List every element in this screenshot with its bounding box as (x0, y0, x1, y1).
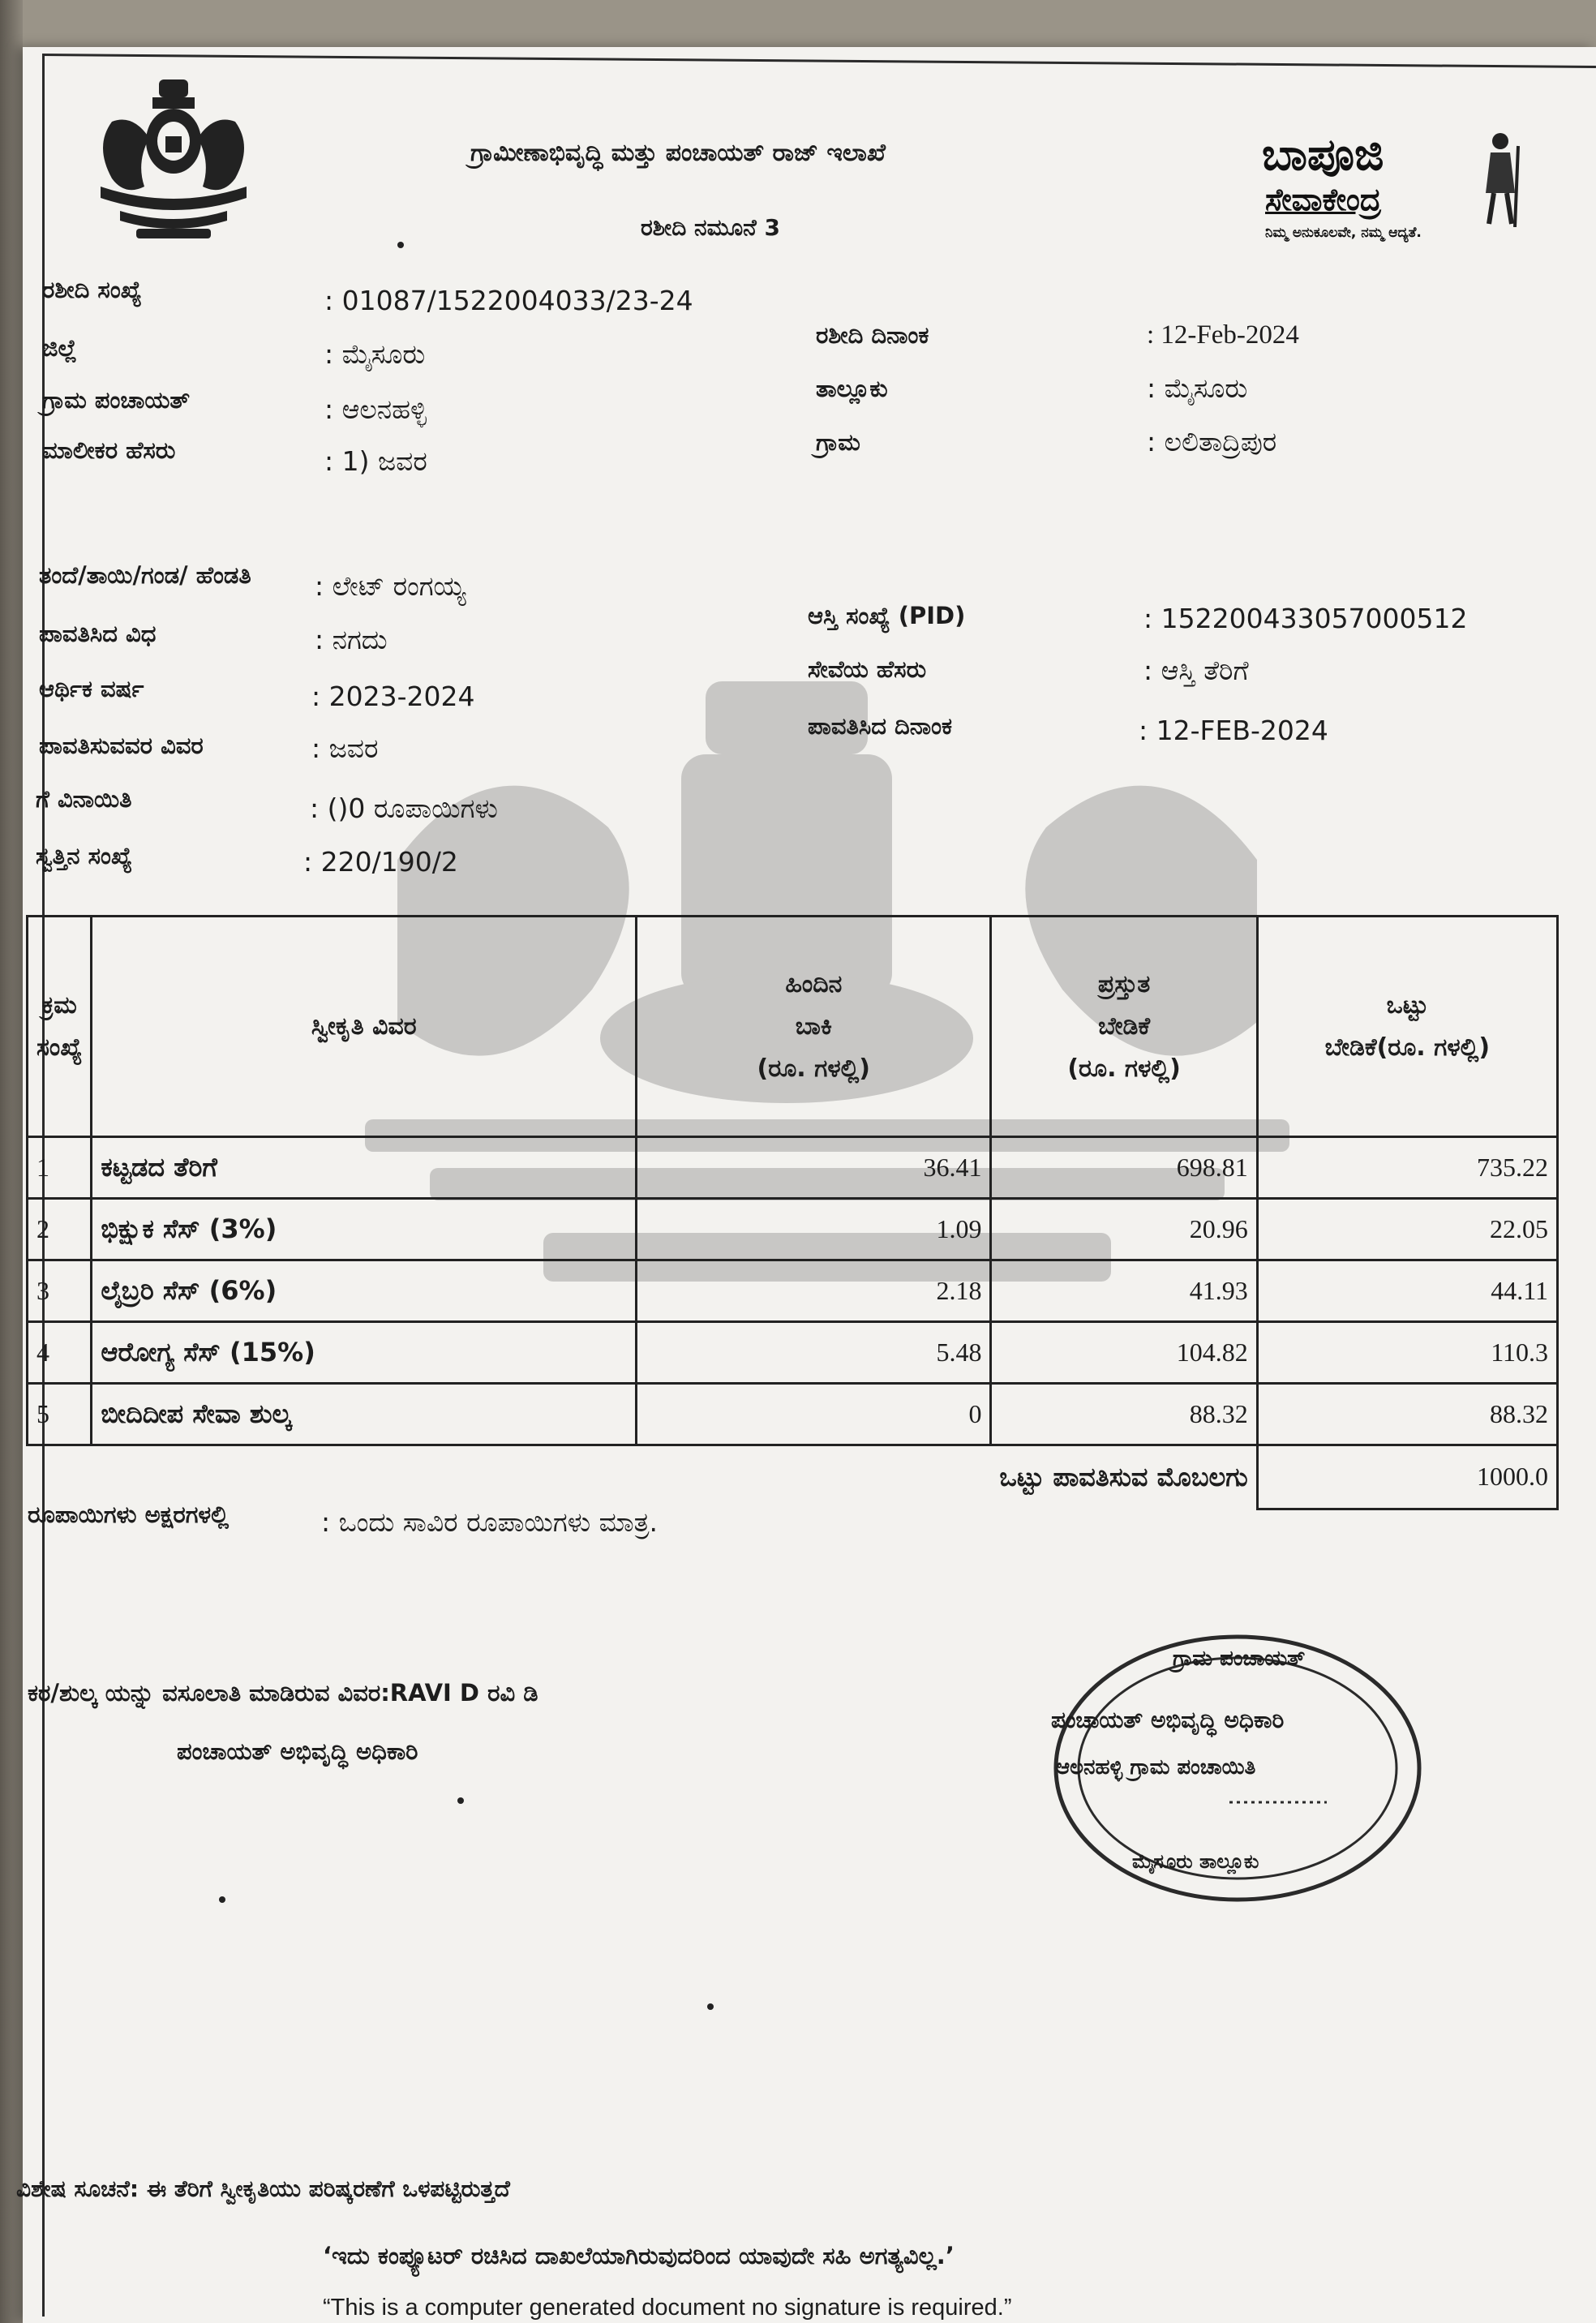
row-total-demand: 735.22 (1257, 1137, 1557, 1199)
exemption-label: ಗೆ ವಿನಾಯಿತಿ (36, 785, 132, 813)
karnataka-emblem-icon (88, 73, 260, 243)
header-total-line1: ಒಟ್ಟು (1386, 990, 1429, 1020)
seal-line1: ಪಂಚಾಯತ್ ಅಭಿವೃದ್ಧಿ ಅಧಿಕಾರಿ (1051, 1707, 1285, 1733)
speck (219, 1896, 225, 1903)
disclaimer-kannada: ‘ಇದು ಕಂಪ್ಯೂಟರ್ ರಚಿಸಿದ ದಾಖಲೆಯಾಗಿರುವುದರಿಂದ ಯಾವುದೇ ಸಹಿ ಅಗತ್ಯವಿಲ್ಲ.’ (323, 2242, 955, 2269)
row-previous-balance: 2.18 (637, 1260, 991, 1321)
row-previous-balance: 5.48 (637, 1321, 991, 1383)
taluk-value: : ಮೈಸೂರು (1147, 372, 1248, 404)
district-value: : ಮೈಸೂರು (324, 338, 426, 370)
service-name-value: : ಆಸ್ತಿ ತೆರಿಗೆ (1143, 655, 1249, 686)
department-title: ಗ್ರಾಮೀಣಾಭಿವೃದ್ಧಿ ಮತ್ತು ಪಂಚಾಯತ್ ರಾಜ್ ಇಲಾಖೆ (470, 139, 886, 167)
header-description: ಸ್ವೀಕೃತಿ ವಿವರ (92, 917, 637, 1137)
gram-panchayat-value: : ಆಲನಹಳ್ಳಿ (324, 393, 427, 425)
payment-mode-label: ಪಾವತಿಸಿದ ವಿಧ (39, 620, 157, 647)
row-total-demand: 88.32 (1257, 1383, 1557, 1445)
row-current-demand: 88.32 (991, 1383, 1257, 1445)
row-previous-balance: 36.41 (637, 1137, 991, 1199)
seal-top-text: ಗ್ರಾಮ ಪಂಚಾಯತ್ (1173, 1647, 1306, 1671)
logo-tagline: ನಿಮ್ಮ ಅನುಕೂಲವೇ, ನಮ್ಮ ಆದ್ಯತೆ. (1265, 225, 1422, 241)
header-curr-line2: ಬೇಡಿಕೆ (1098, 1011, 1151, 1041)
bapuji-logo (1262, 130, 1530, 260)
owner-name-label: ಮಾಲೀಕರ ಹೆಸರು (42, 436, 176, 464)
row-serial: 1 (28, 1137, 92, 1199)
logo-subtitle: ಸೇವಾಕೇಂದ್ರ (1265, 182, 1382, 217)
receipt-table (26, 915, 1559, 1510)
collector-details: ಕರ/ಶುಲ್ಕ ಯನ್ನು ವಸೂಲಾತಿ ಮಾಡಿರುವ ವಿವರ:RAVI D ರವಿ ಡಿ (28, 1679, 538, 1707)
receipt-number-value: : 01087/1522004033/23-24 (324, 285, 693, 316)
row-serial: 4 (28, 1321, 92, 1383)
header-current-demand (991, 917, 1257, 1137)
owner-name-value: : 1) ಜವರ (324, 445, 427, 477)
header-serial-line2: ಸಂಖ್ಯೆ (36, 1033, 83, 1062)
amount-in-words-value: : ಒಂದು ಸಾವಿರ ರೂಪಾಯಿಗಳು ಮಾತ್ರ. (321, 1506, 659, 1538)
gandhi-figure-icon (1473, 130, 1530, 227)
total-amount-value: 1000.0 (1257, 1445, 1557, 1509)
row-current-demand: 698.81 (991, 1137, 1257, 1199)
row-previous-balance: 1.09 (637, 1198, 991, 1260)
table-header-row (28, 917, 1558, 1137)
row-description: ಕಟ್ಟಡದ ತೆರಿಗೆ (92, 1137, 637, 1199)
service-name-label: ಸೇವೆಯ ಹೆಸರು (808, 655, 927, 683)
payer-details-value: : ಜವರ (311, 732, 379, 764)
official-seal (1051, 1630, 1424, 1906)
paid-date-label: ಪಾವತಿಸಿದ ದಿನಾಂಕ (808, 712, 953, 740)
logo-name: ಬಾಪೂಜಿ (1262, 129, 1384, 180)
pid-label: ಆಸ್ತಿ ಸಂಖ್ಯೆ (PID) (808, 602, 966, 629)
property-number-value: : 220/190/2 (303, 846, 458, 878)
total-amount-label: ಒಟ್ಟು ಪಾವತಿಸುವ ಮೊಬಲಗು (28, 1445, 1258, 1509)
disclaimer-english: “This is a computer generated document no signature is required.” (323, 2295, 1012, 2321)
receipt-date-value: : 12-Feb-2024 (1147, 320, 1299, 350)
payment-mode-value: : ನಗದು (315, 624, 388, 655)
table-total-row (28, 1445, 1558, 1509)
row-serial: 3 (28, 1260, 92, 1321)
speck (707, 2003, 714, 2010)
row-serial: 2 (28, 1198, 92, 1260)
row-total-demand: 110.3 (1257, 1321, 1557, 1383)
header-prev-line2: ಬಾಕಿ (795, 1011, 832, 1041)
row-description: ಆರೋಗ್ಯ ಸೆಸ್ (15%) (92, 1321, 637, 1383)
row-description: ಲೈಬ್ರರಿ ಸೆಸ್ (6%) (92, 1260, 637, 1321)
header-prev-line3: (ರೂ. ಗಳಲ್ಲಿ) (757, 1054, 871, 1083)
header-serial-line1: ಕ್ರಮ (41, 990, 77, 1020)
collector-designation: ಪಂಚಾಯತ್ ಅಭಿವೃದ್ಧಿ ಅಧಿಕಾರಿ (177, 1737, 418, 1765)
special-note: ವಿಶೇಷ ಸೂಚನೆ: ಈ ತೆರಿಗೆ ಸ್ವೀಕೃತಿಯು ಪರಿಷ್ಕರಣೆಗೆ ಒಳಪಟ್ಟಿರುತ್ತದೆ (16, 2175, 510, 2202)
seal-line2: ಆಲನಹಳ್ಳಿ ಗ್ರಾಮ ಪಂಚಾಯಿತಿ (1056, 1755, 1256, 1780)
header-curr-line1: ಪ್ರಸ್ತುತ (1097, 969, 1151, 998)
table-row (28, 1383, 1558, 1445)
village-label: ಗ್ರಾಮ (816, 428, 860, 456)
table-row (28, 1321, 1558, 1383)
row-current-demand: 104.82 (991, 1321, 1257, 1383)
pid-value: : 152200433057000512 (1143, 603, 1468, 634)
table-row (28, 1137, 1558, 1199)
table-row (28, 1198, 1558, 1260)
header-previous-balance (637, 917, 991, 1137)
exemption-value: : ()0 ರೂಪಾಯಿಗಳು (310, 792, 498, 824)
header-curr-line3: (ರೂ. ಗಳಲ್ಲಿ) (1067, 1054, 1181, 1083)
payer-details-label: ಪಾವತಿಸುವವರ ವಿವರ (39, 732, 204, 759)
receipt-number-label: ರಶೀದಿ ಸಂಖ್ಯೆ (42, 276, 142, 303)
header-serial-number (28, 917, 92, 1137)
relation-label: ತಂದೆ/ತಾಯಿ/ಗಂಡ/ ಹೆಂಡತಿ (39, 561, 251, 589)
row-serial: 5 (28, 1383, 92, 1445)
row-previous-balance: 0 (637, 1383, 991, 1445)
row-description: ಬೀದಿದೀಪ ಸೇವಾ ಶುಲ್ಕ (92, 1383, 637, 1445)
financial-year-label: ಆರ್ಥಿಕ ವರ್ಷ (39, 675, 144, 702)
table-row (28, 1260, 1558, 1321)
paid-date-value: : 12-FEB-2024 (1139, 715, 1328, 746)
page-edge (0, 0, 23, 2323)
row-description: ಭಿಕ್ಷುಕ ಸೆಸ್ (3%) (92, 1198, 637, 1260)
speck (397, 242, 404, 248)
header-total-line2: ಬೇಡಿಕೆ(ರೂ. ಗಳಲ್ಲಿ) (1324, 1033, 1491, 1062)
header-prev-line1: ಹಿಂದಿನ (785, 969, 843, 998)
header-total-demand (1257, 917, 1557, 1137)
village-value: : ಲಲಿತಾದ್ರಿಪುರ (1147, 426, 1277, 457)
row-current-demand: 41.93 (991, 1260, 1257, 1321)
financial-year-value: : 2023-2024 (311, 681, 475, 712)
property-number-label: ಸ್ವತ್ತಿನ ಸಂಖ್ಯೆ (36, 842, 133, 870)
gram-panchayat-label: ಗ್ರಾಮ ಪಂಚಾಯತ್ (42, 386, 191, 414)
seal-bottom-text: ಮೈಸೂರು ತಾಲ್ಲೂಕು (1132, 1850, 1259, 1873)
amount-in-words-label: ರೂಪಾಯಿಗಳು ಅಕ್ಷರಗಳಲ್ಲಿ (28, 1501, 230, 1528)
receipt-date-label: ರಶೀದಿ ದಿನಾಂಕ (816, 321, 929, 349)
row-total-demand: 22.05 (1257, 1198, 1557, 1260)
relation-value: : ಲೇಟ್ ರಂಗಯ್ಯ (315, 570, 466, 602)
row-current-demand: 20.96 (991, 1198, 1257, 1260)
district-label: ಜಿಲ್ಲೆ (42, 334, 77, 362)
taluk-label: ತಾಲ್ಲೂಕು (816, 375, 888, 402)
speck (457, 1797, 464, 1804)
row-total-demand: 44.11 (1257, 1260, 1557, 1321)
form-title: ರಶೀದಿ ನಮೂನೆ 3 (641, 214, 781, 241)
